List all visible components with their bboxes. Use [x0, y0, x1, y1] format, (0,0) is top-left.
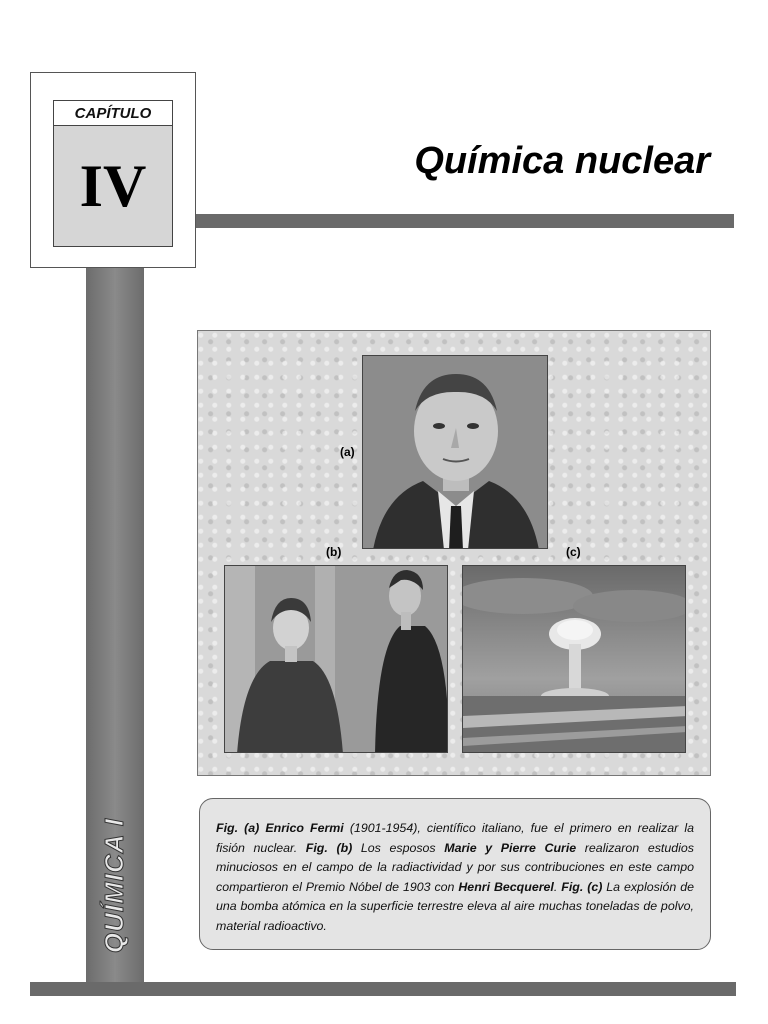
caption-fig-b-text-3: . — [553, 879, 562, 894]
caption-becquerel-name: Henri Becquerel — [458, 879, 554, 894]
chapter-label: CAPÍTULO — [53, 100, 173, 126]
title-rule — [196, 214, 734, 228]
side-tab — [88, 795, 142, 975]
figure-label-c: (c) — [566, 545, 581, 559]
photo-atomic-explosion — [462, 565, 686, 753]
caption-curie-names: Marie y Pierre Curie — [444, 840, 577, 855]
page-title: Química nuclear — [414, 140, 710, 182]
caption-fig-c-prefix: Fig. (c) — [561, 879, 603, 894]
figure-label-b: (b) — [326, 545, 342, 559]
chapter-box — [30, 72, 196, 268]
bottom-rule — [30, 982, 736, 996]
photo-marie-pierre-curie — [224, 565, 448, 753]
figure-label-a: (a) — [340, 445, 355, 459]
portrait-illustration — [363, 356, 548, 549]
caption-fig-c-text: La explosión de una bomba atómica en la superficie terrestre eleva al aire muchas toneladas de polvo, material radioactivo. — [216, 879, 695, 933]
caption-fig-b-text-2: realizaron estudios minuciosos en el campo de la radiactividad y por sus contribuciones en este campo compartieron el Premio Nóbel de 1903 con — [216, 840, 694, 894]
caption-fig-a-prefix: Fig. (a) — [216, 821, 260, 835]
figure-caption — [199, 798, 711, 950]
photo-enrico-fermi — [362, 355, 548, 549]
chapter-numeral: IV — [53, 125, 173, 247]
side-tab-label: QUÍMICA I — [99, 817, 130, 953]
caption-fermi-text: (1901-1954), científico italiano, fue el primero en realizar la fisión nuclear. — [216, 821, 694, 855]
photo-panel — [197, 330, 711, 776]
caption-fig-b-prefix: Fig. (b) — [305, 840, 353, 855]
curie-illustration — [225, 566, 448, 753]
mushroom-cloud-illustration — [463, 566, 686, 753]
caption-fig-b-text-1: Los esposos — [352, 840, 445, 855]
caption-fermi-name: Enrico Fermi — [265, 821, 344, 835]
